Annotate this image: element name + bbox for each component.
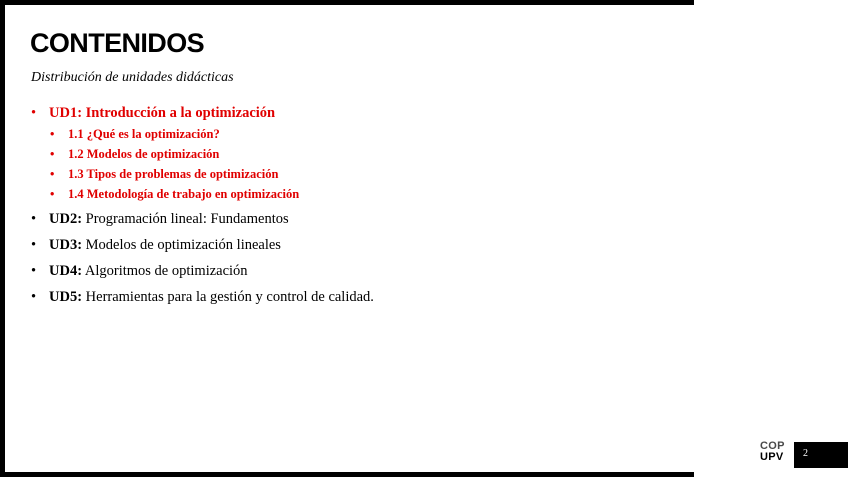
unit-name: Herramientas para la gestión y control de calidad. <box>85 289 374 305</box>
subtopic-item[interactable]: • 1.2 Modelos de optimización <box>49 144 670 164</box>
subtopic-item[interactable]: • 1.3 Tipos de problemas de optimización <box>49 164 670 184</box>
slide-frame-left <box>0 0 5 477</box>
page-number-box <box>794 442 848 468</box>
unit-code: UD4: <box>49 263 83 279</box>
unit-code: UD5: <box>49 289 83 305</box>
ud1-subtopics-list <box>49 124 670 204</box>
slide-title: CONTENIDOS <box>30 28 205 58</box>
units-list <box>30 104 670 314</box>
unit-code: UD3: <box>49 237 83 253</box>
page-number: 2 <box>803 448 808 459</box>
unit-code: UD1: <box>49 105 83 121</box>
unit-item-ud4[interactable] <box>30 262 670 280</box>
cop-upv-logo <box>760 441 785 463</box>
unit-name: Programación lineal: Fundamentos <box>85 211 289 227</box>
unit-name: Introducción a la optimización <box>85 105 276 121</box>
subtopic-item[interactable]: • 1.1 ¿Qué es la optimización? <box>49 124 670 144</box>
unit-item-ud5[interactable] <box>30 288 670 306</box>
unit-name: Modelos de optimización lineales <box>85 237 281 253</box>
unit-item-ud2[interactable] <box>30 210 670 228</box>
unit-item-ud1[interactable] <box>30 104 670 204</box>
unit-item-ud3[interactable] <box>30 236 670 254</box>
subtopic-item[interactable]: • 1.4 Metodología de trabajo en optimización <box>49 184 670 204</box>
slide-frame-bottom <box>0 472 694 477</box>
unit-name: Algoritmos de optimización <box>84 263 248 279</box>
unit-code: UD2: <box>49 211 83 227</box>
slide-subtitle: Distribución de unidades didácticas <box>31 70 234 85</box>
logo-line-1: COP <box>760 440 785 452</box>
slide-frame-top <box>0 0 694 5</box>
logo-line-2: UPV <box>760 451 784 463</box>
